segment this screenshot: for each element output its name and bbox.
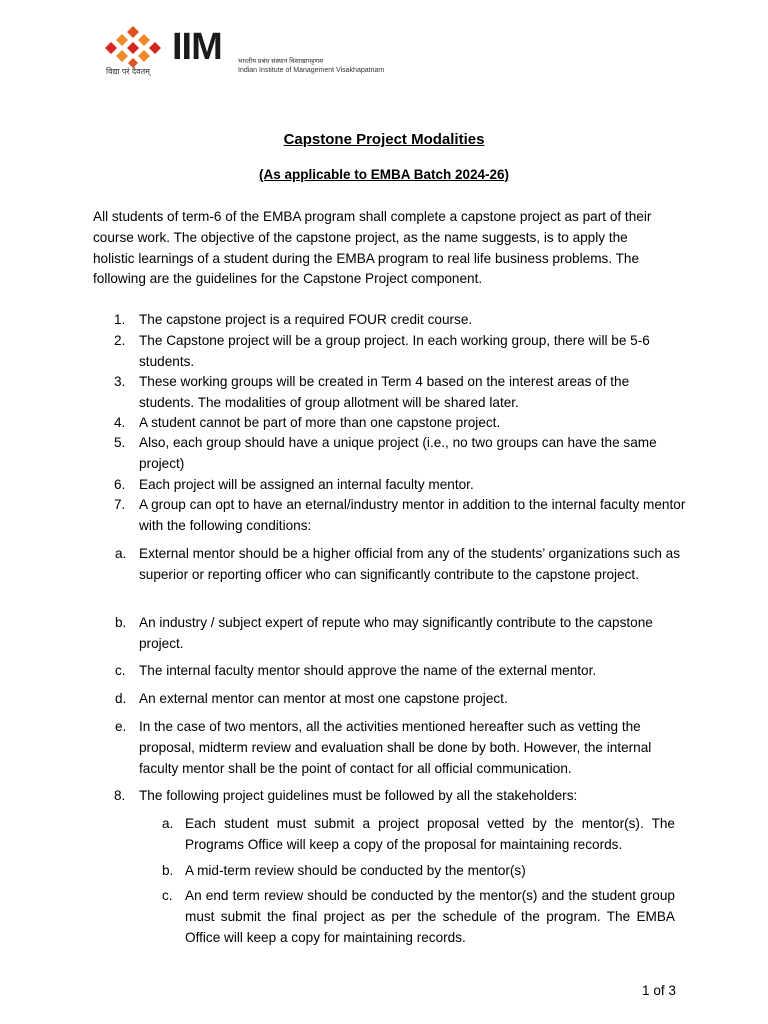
condition-text: External mentor should be a higher official from any of the students’ organizations such as superior or reporting officer who can significantly contribute to the capstone project. bbox=[139, 546, 681, 582]
list-item-text: The following project guidelines must be followed by all the stakeholders: bbox=[139, 788, 578, 803]
condition-letter: a. bbox=[115, 546, 127, 561]
guideline-text: A mid-term review should be conducted by the mentor(s) bbox=[185, 863, 526, 878]
list-item-number: 8. bbox=[114, 788, 126, 803]
condition-letter: b. bbox=[115, 615, 127, 630]
guideline-text: An end term review should be conducted by the mentor(s) and the student group must submit the final project as per the schedule of the program. The EMBA Office will keep a copy for maintaining records. bbox=[185, 888, 675, 945]
guideline-letter: a. bbox=[162, 816, 174, 831]
iim-logo bbox=[100, 26, 385, 82]
list-item-text: These working groups will be created in Term 4 based on the interest areas of the students. The modalities of group allotment will be shared later. bbox=[139, 374, 630, 410]
page-subtitle: (As applicable to EMBA Batch 2024-26) bbox=[258, 167, 510, 182]
condition-text: An industry / subject expert of repute who may significantly contribute to the capstone project. bbox=[139, 615, 653, 651]
list-item-number: 1. bbox=[114, 312, 126, 327]
page-number: 1 of 3 bbox=[641, 983, 676, 998]
condition-letter: c. bbox=[115, 663, 126, 678]
logo-motto: विद्या परं दैवतम् bbox=[106, 67, 150, 76]
condition-letter: e. bbox=[115, 719, 127, 734]
list-item-text: Each project will be assigned an internal faculty mentor. bbox=[139, 477, 474, 492]
intro-paragraph: All students of term-6 of the EMBA program shall complete a capstone project as part of their course work. The objective of the capstone project, as the name suggests, is to apply the holistic learnings of a student during the EMBA program to real life business problems. The following are the guidelines for the Capstone Project component. bbox=[93, 209, 652, 287]
logo-wordmark: IIM bbox=[172, 26, 222, 68]
logo-english-name: Indian Institute of Management Visakhapatnam bbox=[238, 67, 385, 74]
list-item-text: The Capstone project will be a group project. In each working group, there will be 5-6 students. bbox=[139, 333, 650, 369]
guideline-letter: c. bbox=[162, 888, 173, 903]
list-item-text: A group can opt to have an eternal/industry mentor in addition to the internal faculty mentor with the following conditions: bbox=[139, 497, 686, 533]
list-item-number: 4. bbox=[114, 415, 126, 430]
guideline-letter: b. bbox=[162, 863, 174, 878]
condition-text: An external mentor can mentor at most one capstone project. bbox=[139, 691, 508, 706]
condition-text: In the case of two mentors, all the activities mentioned hereafter such as vetting the proposal, midterm review and evaluation shall be done by both. However, the internal faculty mentor shall be the point of contact for all official communication. bbox=[139, 719, 652, 776]
guideline-text: Each student must submit a project proposal vetted by the mentor(s). The Programs Office will keep a copy of the proposal for maintaining records. bbox=[185, 816, 675, 852]
logo-hindi-name: भारतीय प्रबंध संस्थान विशाखापट्टणम bbox=[238, 58, 323, 65]
list-item-number: 3. bbox=[114, 374, 126, 389]
list-item-number: 7. bbox=[114, 497, 126, 512]
page-title: Capstone Project Modalities bbox=[283, 131, 485, 148]
list-item-number: 6. bbox=[114, 477, 126, 492]
list-item-text: A student cannot be part of more than one capstone project. bbox=[139, 415, 501, 430]
list-item-number: 2. bbox=[114, 333, 126, 348]
iim-diamond-logo-icon bbox=[100, 26, 166, 70]
list-item-text: The capstone project is a required FOUR credit course. bbox=[139, 312, 473, 327]
list-item-text: Also, each group should have a unique project (i.e., no two groups can have the same project) bbox=[139, 435, 657, 471]
list-item-number: 5. bbox=[114, 435, 126, 450]
condition-letter: d. bbox=[115, 691, 127, 706]
condition-text: The internal faculty mentor should approve the name of the external mentor. bbox=[139, 663, 597, 678]
